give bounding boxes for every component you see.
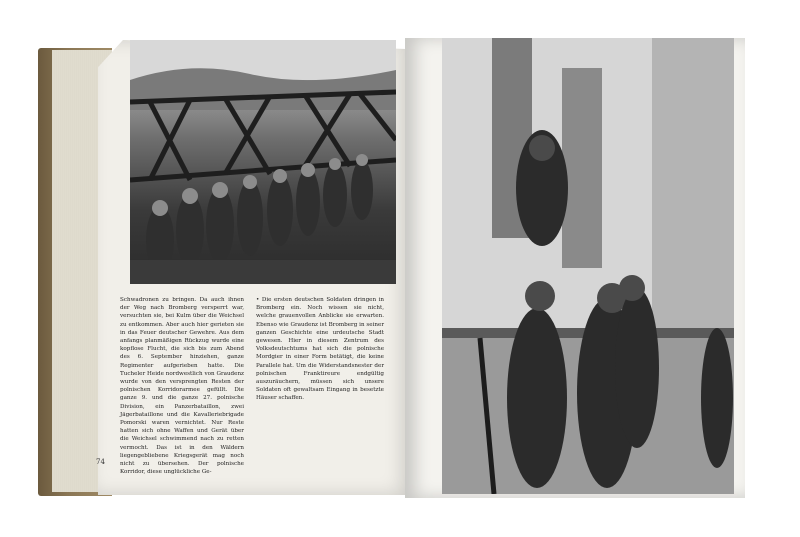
bridge-photo — [130, 40, 396, 284]
soldiers-building-photo — [442, 38, 734, 494]
text-column-1: Schwadronen zu bringen. Da auch ihnen der Weg nach Bromberg versperrt war, versuchten sie, bei Kulm über die Weichsel zu entkommen. Aber auch hier gerieten sie in das Feuer deutscher Gewehre. Aus dem anfangs planmäßigen Rückzug wurde eine kopflose Flucht, die sich bis zum Abend des 6. September hinziehen, ganze Regimenter aufgerieben hatte. Die Tucheler Heide nordwestlich von Graudenz wurde von den versprengten Resten der polnischen Korridorarmee gefüllt. Die ganze 9. und die ganze 27. polnische Division, ein Panzerbataillon, zwei Jägerbataillone und die Kavalleriebrigade Pomorski waren vernichtet. Nur Reste hatten sich ohne Waffen und Gerät über die Weichsel schwimmend nach zu retten vermocht. Das ist in den Wäldern liegengebliebene Kriegsgerät mag noch nicht zu übersehen. Der polnische Korridor, diese unglückliche Ge- — [120, 297, 244, 476]
text-column-2: • Die ersten deutschen Soldaten dringen in Bromberg ein. Noch wissen sie nicht, welche grauenvollen Anblicke sie erwarten. Ebenso wie Graudenz ist Bromberg in seiner ganzen Geschichte eine urdeutsche Stadt gewesen. Hier in diesem Zentrum des Volksdeutschtums hat sich die polnische Mordgier in einer Form betätigt, die keine Parallele hat. Um die Widerstandsnester der polnischen Franktireure endgültig auszuräuchern, müssen sich unsere Soldaten oft gewaltsam Eingang in besetzte Häuser schaffen. — [256, 297, 384, 402]
page-number: 74 — [96, 458, 105, 466]
